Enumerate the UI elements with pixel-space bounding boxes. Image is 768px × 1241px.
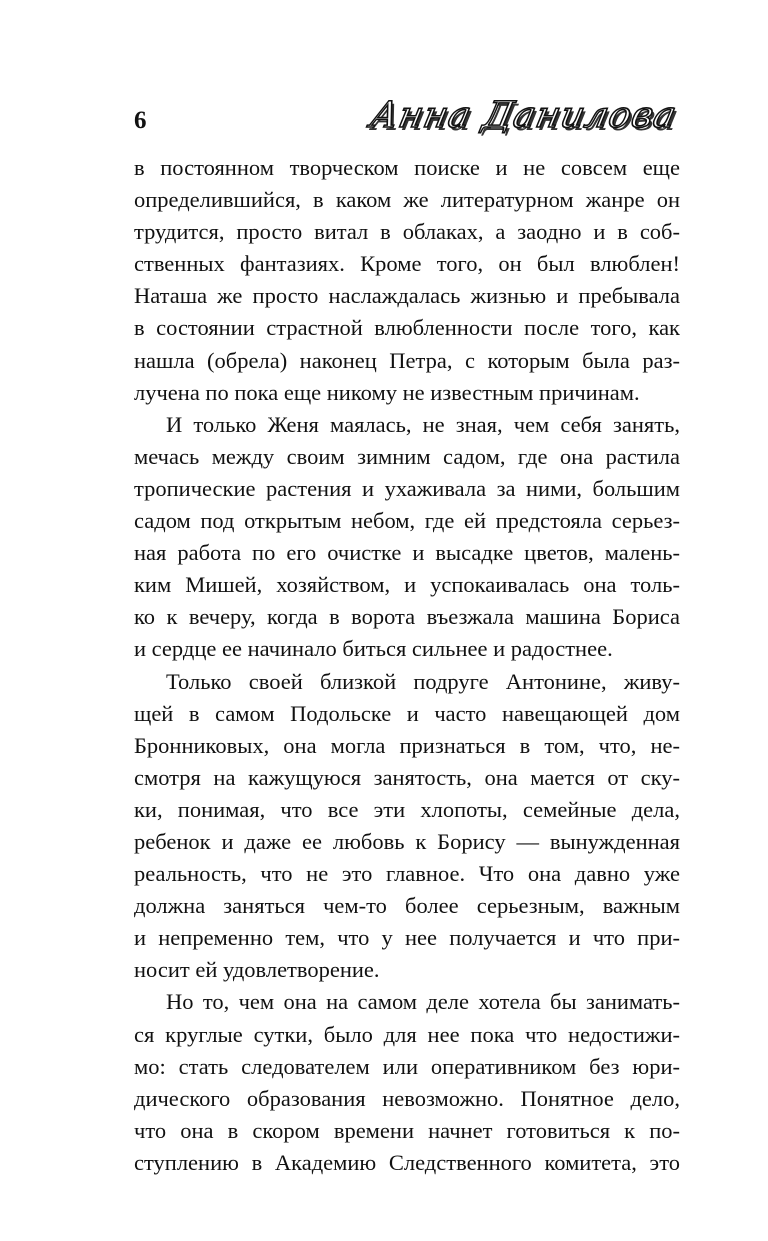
body-text xyxy=(134,152,680,1179)
text-line: Наташа же просто наслаждалась жизнью и пребывала xyxy=(134,283,680,309)
paragraph xyxy=(134,409,680,666)
text-line: Но то, чем она на самом деле хотела бы занимать- xyxy=(166,989,680,1015)
text-line: ребенок и даже ее любовь к Борису — вынужденная xyxy=(134,828,680,854)
text-line: мечась между своим зимним садом, где она растила xyxy=(134,443,680,469)
text-line: определившийся, в каком же литературном жанре он xyxy=(134,187,680,213)
text-line: реальность, что не это главное. Что она давно уже xyxy=(134,861,680,887)
text-line: И только Женя маялась, не зная, чем себя занять, xyxy=(166,411,680,437)
text-line: что она в скором времени начнет готовиться к по- xyxy=(134,1117,680,1143)
text-line: в состоянии страстной влюбленности после того, как xyxy=(134,315,680,341)
text-line: ственных фантазиях. Кроме того, он был влюблен! xyxy=(134,251,680,277)
text-line: трудится, просто витал в облаках, а заодно и в соб- xyxy=(134,219,680,245)
text-line: ступлению в Академию Следственного комитета, это xyxy=(134,1149,680,1175)
text-line: Бронниковых, она могла признаться в том, что, не- xyxy=(134,732,680,758)
text-line: Только своей близкой подруге Антонине, живу- xyxy=(166,668,680,694)
text-line: ким Мишей, хозяйством, и успокаивалась она толь- xyxy=(134,572,680,598)
paragraph xyxy=(134,986,680,1179)
text-line: ко к вечеру, когда в ворота въезжала машина Бориса xyxy=(134,604,680,630)
text-line: щей в самом Подольске и часто навещающей дом xyxy=(134,700,680,726)
text-line: садом под открытым небом, где ей предстояла серьез- xyxy=(134,508,680,534)
paragraph xyxy=(134,666,680,987)
text-line: и сердце ее начинало биться сильнее и радостнее. xyxy=(134,636,613,662)
text-line: лучена по пока еще никому не известным причинам. xyxy=(134,379,640,405)
page-number: 6 xyxy=(134,107,147,134)
text-line: дического образования невозможно. Понятное дело, xyxy=(134,1085,680,1111)
text-line: мо: стать следователем или оперативником без юри- xyxy=(134,1053,680,1079)
text-line: и непременно тем, что у нее получается и что при- xyxy=(134,925,680,951)
text-line: в постоянном творческом поиске и не совсем еще xyxy=(134,155,680,180)
text-line: нашла (обрела) наконец Петра, с которым была раз- xyxy=(134,347,680,373)
text-line: тропические растения и ухаживала за ними, большим xyxy=(134,475,680,501)
text-line: должна заняться чем-то более серьезным, важным xyxy=(134,893,680,919)
text-line: ки, понимая, что все эти хлопоты, семейные дела, xyxy=(134,796,680,822)
text-line: смотря на кажущуюся занятость, она мается от ску- xyxy=(134,764,680,790)
text-line: ся круглые сутки, было для нее пока что недостижи- xyxy=(134,1021,680,1047)
paragraph xyxy=(134,152,680,409)
text-line: ная работа по его очистке и высадке цветов, малень- xyxy=(134,540,680,566)
author-running-header: Анна Данилова xyxy=(366,95,681,136)
text-line: носит ей удовлетворение. xyxy=(134,957,380,983)
